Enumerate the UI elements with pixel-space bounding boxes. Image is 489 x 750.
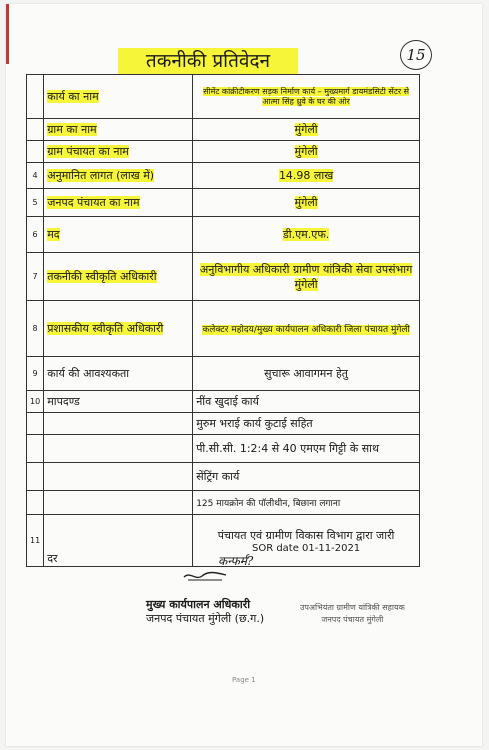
row-label: तकनीकी स्वीकृति अधिकारी bbox=[47, 270, 157, 283]
row-value: अनुविभागीय अधिकारी ग्रामीण यांत्रिकी सेवा उपसंभाग मुंगेली bbox=[199, 262, 413, 291]
table-row bbox=[27, 491, 420, 515]
criteria-label: मापदण्ड bbox=[44, 391, 193, 413]
row-number: 8 bbox=[27, 301, 44, 357]
row-number bbox=[27, 119, 44, 141]
table-row bbox=[27, 141, 420, 163]
rate-label: दर bbox=[44, 515, 193, 567]
table-row bbox=[27, 435, 420, 463]
criteria-item: 125 मायक्रोन की पॉलीथीन, बिछाना लगाना bbox=[193, 491, 420, 515]
document-page bbox=[6, 4, 482, 746]
table-row bbox=[27, 413, 420, 435]
handwritten-note: कन्फर्म? bbox=[218, 554, 254, 568]
signature-scribble-icon bbox=[182, 570, 228, 582]
signature-right-title: उपअभियंता ग्रामीण यांत्रिकी सहायक bbox=[300, 603, 405, 612]
rate-number: 11 bbox=[27, 515, 44, 567]
signature-left-office: जनपद पंचायत मुंगेली (छ.ग.) bbox=[146, 612, 265, 625]
row-label: ग्राम पंचायत का नाम bbox=[47, 145, 129, 158]
table-row bbox=[27, 217, 420, 253]
criteria-item: मुरुम भराई कार्य कुटाई सहित bbox=[193, 413, 420, 435]
row-label: जनपद पंचायत का नाम bbox=[47, 196, 140, 209]
row-value: सीमेंट कांक्रीटीकरण सड़क निर्माण कार्य – मुख्यमार्ग डायमंडसिटी सेंटर से आत्मा सिंह ध्रुवे के घर की ओर bbox=[203, 86, 410, 106]
table-row bbox=[27, 75, 420, 119]
row-value: डी.एम.एफ. bbox=[282, 228, 330, 241]
row-value: मुंगेली bbox=[294, 145, 318, 158]
criteria-item: नींव खुदाई कार्य bbox=[193, 391, 420, 413]
signature-block-left bbox=[146, 598, 264, 626]
table-row bbox=[27, 301, 420, 357]
row-label: कार्य का नाम bbox=[47, 90, 99, 103]
signature-block-right bbox=[300, 602, 405, 626]
rate-sor-date: SOR date 01-11-2021 bbox=[251, 542, 361, 554]
row-value: कलेक्टर महोदय/मुख्य कार्यपालन अधिकारी जिला पंचायत मुंगेली bbox=[202, 325, 410, 335]
technical-report-table bbox=[26, 74, 420, 567]
signature-right-office: जनपद पंचायत मुंगेली bbox=[321, 615, 384, 624]
row-label: मद bbox=[47, 228, 60, 241]
table-row bbox=[27, 119, 420, 141]
row-value: सुचारू आवागमन हेतु bbox=[264, 367, 349, 380]
row-number: 7 bbox=[27, 253, 44, 301]
criteria-number: 10 bbox=[27, 391, 44, 413]
row-number bbox=[27, 75, 44, 119]
criteria-item: सेंट्रिंग कार्य bbox=[193, 463, 420, 491]
row-label: प्रशासकीय स्वीकृति अधिकारी bbox=[47, 322, 164, 335]
row-label: ग्राम का नाम bbox=[47, 123, 97, 136]
table-row bbox=[27, 163, 420, 189]
criteria-item: पी.सी.सी. 1:2:4 से 40 एमएम गिट्टी के साथ bbox=[193, 435, 420, 463]
row-number: 5 bbox=[27, 189, 44, 217]
row-number: 6 bbox=[27, 217, 44, 253]
row-number: 4 bbox=[27, 163, 44, 189]
page-footer: Page 1 bbox=[232, 676, 256, 684]
row-label: कार्य की आवश्यकता bbox=[47, 367, 130, 380]
table-row bbox=[27, 253, 420, 301]
table-row bbox=[27, 189, 420, 217]
page-title: तकनीकी प्रतिवेदन bbox=[118, 48, 298, 74]
signature-left-title: मुख्य कार्यपालन अधिकारी bbox=[146, 598, 251, 611]
table-row bbox=[27, 463, 420, 491]
table-row bbox=[27, 391, 420, 413]
rate-value: पंचायत एवं ग्रामीण विकास विभाग द्वारा जारी bbox=[217, 528, 395, 542]
row-label: अनुमानित लागत (लाख में) bbox=[47, 169, 155, 182]
row-number bbox=[27, 141, 44, 163]
row-value: मुंगेली bbox=[294, 123, 318, 136]
row-value: 14.98 लाख bbox=[278, 169, 334, 182]
table-row bbox=[27, 357, 420, 391]
row-number: 9 bbox=[27, 357, 44, 391]
red-edge-mark bbox=[6, 4, 9, 64]
page-number-circle: 15 bbox=[400, 40, 432, 70]
row-value: मुंगेली bbox=[294, 196, 318, 209]
